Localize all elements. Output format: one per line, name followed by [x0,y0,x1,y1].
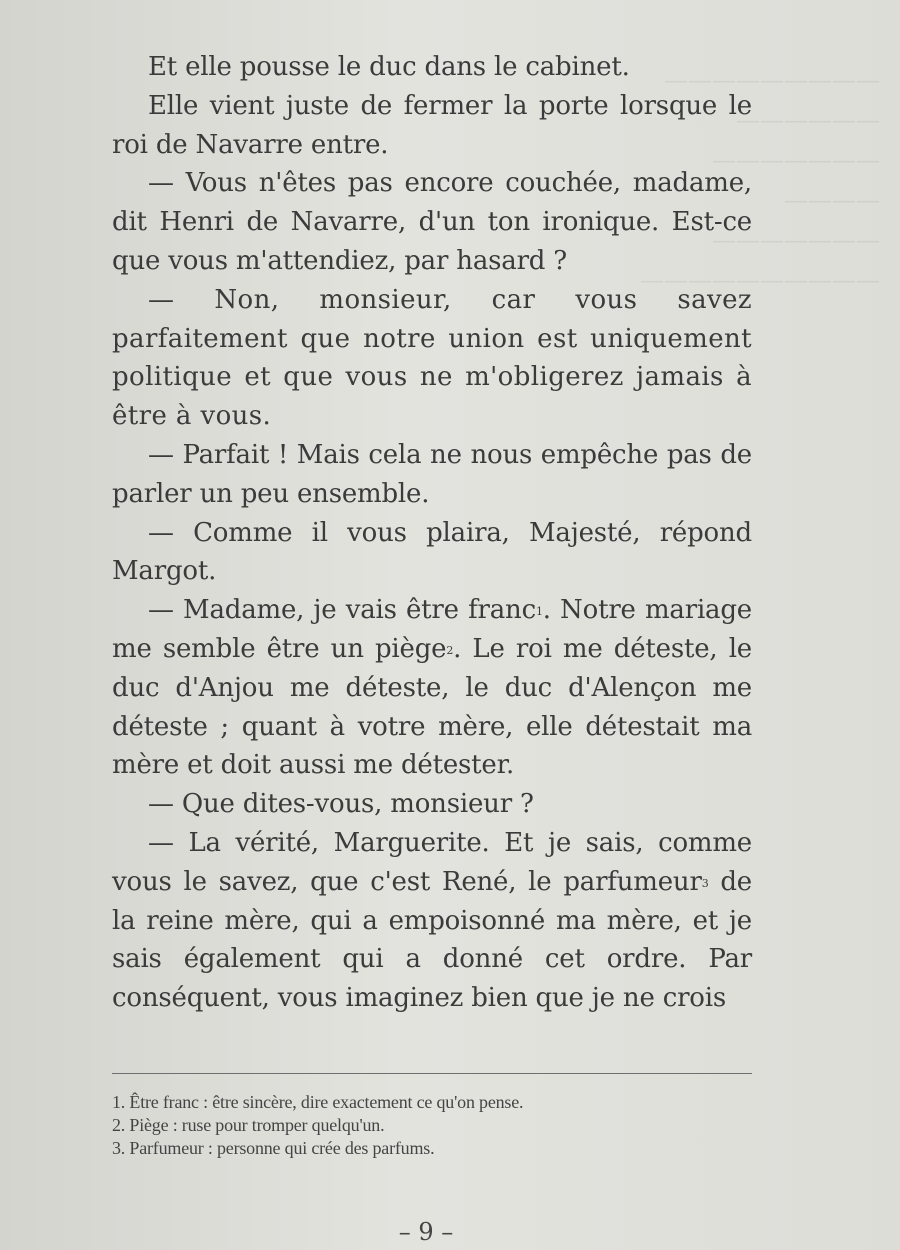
main-text [112,48,752,1018]
bleed-line: ———— [784,186,880,214]
footnotes [112,1091,752,1160]
paragraph-9-part-2: de la reine mère, qui a empoisonné ma mère, et je sais également qui a donné cet ordre. Par conséquent, vous imaginez bien que je ne crois [112,866,752,1014]
footnote-3: 3. Parfumeur : personne qui crée des parfums. [112,1138,435,1158]
footnote-ref-1: 1 [535,605,543,619]
footnote-ref-3: 3 [701,876,709,890]
paragraph-7-part-2: . Notre mariage me semble être un piège [112,595,752,664]
footnote-2: 2. Piège : ruse pour tromper quelqu'un. [112,1115,385,1135]
paragraph-7-part-3: . Le roi me déteste, le duc d'Anjou me déteste, le duc d'Alençon me déteste ; quant à votre mère, elle détestait ma mère et doit aussi me détester. [112,633,752,781]
paragraph-8: — Que dites-vous, monsieur ? [148,789,534,820]
page-number: – 9 – [398,1218,454,1246]
bleed-line: —————————— [640,266,880,294]
footnote-1: 1. Être franc : être sincère, dire exactement ce qu'on pense. [112,1092,524,1112]
bleed-line: ————————— [664,66,880,94]
paragraph-5: — Parfait ! Mais cela ne nous empêche pas de parler un peu ensemble. [112,439,752,509]
paragraph-7-part-1: — Madame, je vais être franc [148,595,536,626]
paragraph-4: — Non, monsieur, car vous savez parfaitement que notre union est uniquement politique et que vous ne m'obligerez jamais à être à vous. [112,284,752,432]
paragraph-2: Elle vient juste de fermer la porte lorsque le roi de Navarre entre. [112,90,752,160]
paragraph-3: — Vous n'êtes pas encore couchée, madame, dit Henri de Navarre, d'un ton ironique. Est-ce que vous m'attendiez, par hasard ? [112,168,752,276]
paragraph-1: Et elle pousse le duc dans le cabinet. [148,52,630,82]
bleed-line: —————— [736,106,880,134]
footnote-separator [112,1073,752,1074]
bleed-line: ——————— [712,226,880,254]
bleed-line: ——————— [712,146,880,174]
paragraph-9-part-1: — La vérité, Marguerite. Et je sais, comme vous le savez, que c'est René, le parfumeur [112,827,752,897]
paragraph-9 [112,824,752,1018]
paragraph-6: — Comme il vous plaira, Majesté, répond Margot. [112,517,752,587]
paragraph-7 [112,591,752,785]
footnote-ref-2: 2 [446,643,454,657]
